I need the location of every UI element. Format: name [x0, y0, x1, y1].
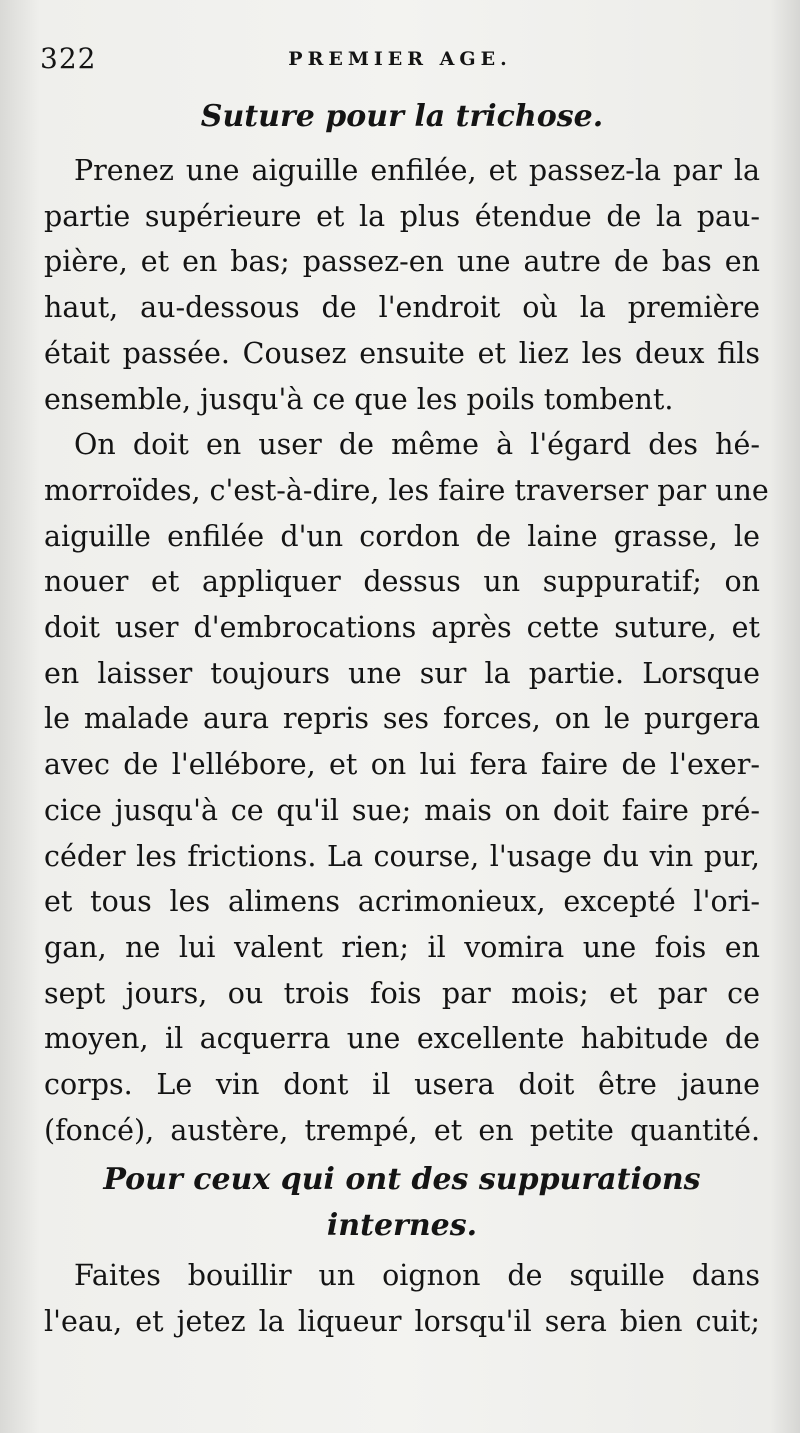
text-line: moyen, il acquerra une excellente habitude de — [44, 1022, 760, 1056]
running-title: PREMIER AGE. — [288, 48, 512, 70]
paragraph — [44, 1253, 760, 1344]
text-line: ensemble, jusqu'à ce que les poils tombent. — [44, 382, 674, 416]
text-line: était passée. Cousez ensuite et liez les deux fils — [44, 336, 760, 370]
text-line: sept jours, ou trois fois par mois; et par ce — [44, 976, 760, 1010]
text-line: corps. Le vin dont il usera doit être jaune — [44, 1068, 760, 1102]
text-line: pière, et en bas; passez-en une autre de bas en — [44, 245, 760, 279]
text-line: en laisser toujours une sur la partie. Lorsque — [44, 656, 760, 690]
text-line: avec de l'ellébore, et on lui fera faire de l'exer- — [44, 748, 760, 782]
text-line: (foncé), austère, trempé, et en petite quantité. — [44, 1113, 760, 1147]
text-line: l'eau, et jetez la liqueur lorsqu'il sera bien cuit; — [44, 1305, 760, 1339]
text-line: aiguille enfilée d'un cordon de laine grasse, le — [44, 519, 760, 553]
section-heading-trichose: Suture pour la trichose. — [200, 99, 604, 134]
section-heading-suppurations — [44, 1157, 760, 1249]
text-line: doit user d'embrocations après cette suture, et — [44, 611, 760, 645]
text-line: et tous les alimens acrimonieux, excepté l'ori- — [44, 885, 760, 919]
paragraph — [44, 148, 760, 422]
text-line: cice jusqu'à ce qu'il sue; mais on doit faire pré- — [44, 793, 760, 827]
text-line: partie supérieure et la plus étendue de la pau- — [44, 199, 760, 233]
text-line: céder les frictions. La course, l'usage du vin pur, — [44, 839, 760, 873]
text-line: nouer et appliquer dessus un suppuratif; on — [44, 565, 760, 599]
text-line: Prenez une aiguille enfilée, et passez-la par la — [74, 154, 760, 187]
page-number: 322 — [40, 42, 97, 75]
text-line: On doit en user de même à l'égard des hé- — [74, 428, 760, 462]
text-line: Faites bouillir un oignon de squille dans — [74, 1259, 760, 1293]
heading-line: internes. — [326, 1208, 478, 1244]
page-content — [44, 94, 769, 1345]
paragraph — [44, 422, 769, 1153]
text-line: haut, au-dessous de l'endroit où la première — [44, 291, 760, 325]
heading-line: Pour ceux qui ont des suppurations — [103, 1162, 701, 1198]
text-line: le malade aura repris ses forces, on le purgera — [44, 702, 760, 736]
text-line: morroïdes, c'est-à-dire, les faire traverser par une — [44, 473, 769, 507]
text-line: gan, ne lui valent rien; il vomira une fois en — [44, 930, 760, 964]
running-head — [40, 42, 760, 82]
